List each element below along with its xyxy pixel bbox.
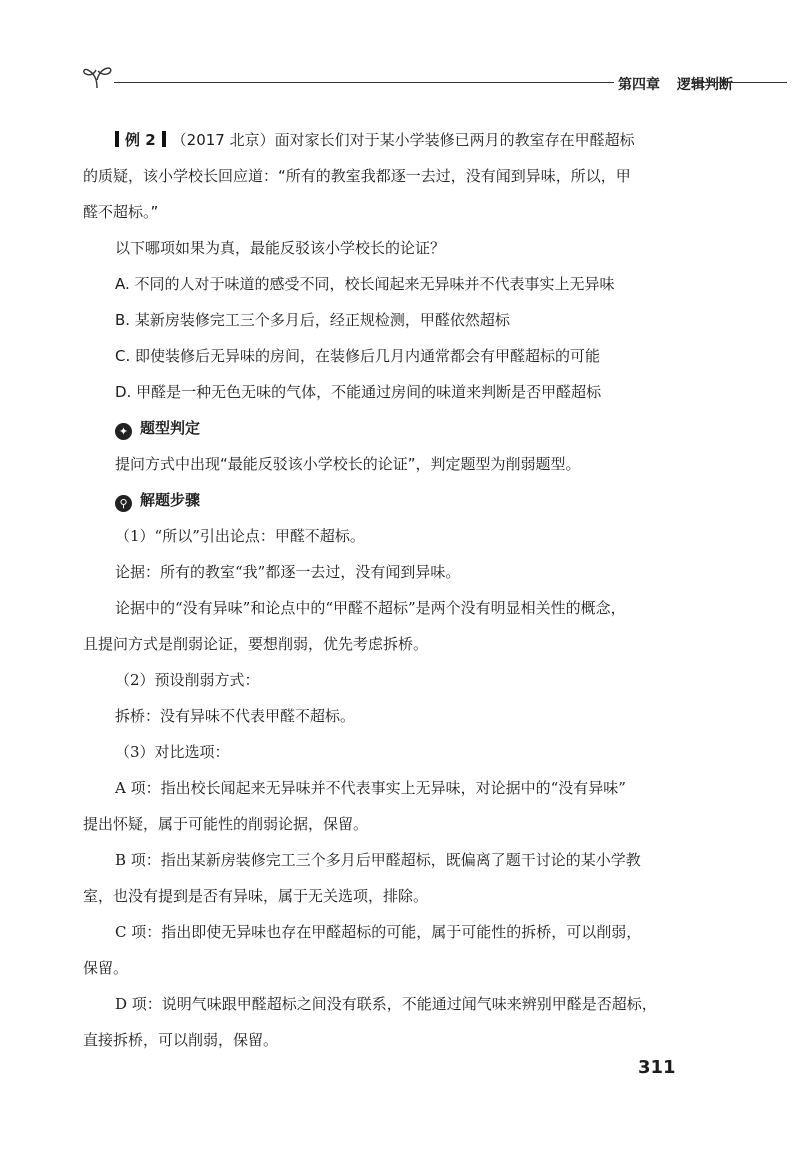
analysis-d-line1: D 项：说明气味跟甲醛超标之间没有联系，不能通过闻气味来辨别甲醛是否超标， [115,995,657,1013]
judgment-title: 题型判定 [140,419,201,437]
compass-icon: ✦ [115,423,132,440]
step1-analysis-line1: 论据中的“没有异味”和论点中的“甲醛不超标”是两个没有明显相关性的概念， [115,599,626,617]
analysis-c-line1: C 项：指出即使无异味也存在甲醛超标的可能，属于可能性的拆桥，可以削弱， [115,923,642,941]
chapter-heading [618,74,733,94]
judgment-text: 提问方式中出现“最能反驳该小学校长的论证”，判定题型为削弱题型。 [115,455,581,473]
steps-heading [115,484,685,516]
option-b: B. 某新房装修完工三个多月后，经正规检测，甲醛依然超标 [115,311,510,329]
judgment-heading [115,412,685,444]
analysis-d-line2: 直接拆桥，可以削弱，保留。 [83,1031,279,1049]
step1-conclusion: （1）“所以”引出论点：甲醛不超标。 [115,527,365,545]
analysis-a-line1: A 项：指出校长闻起来无异味并不代表事实上无异味，对论据中的“没有异味” [115,779,626,797]
example-marker-right [162,131,166,147]
key-icon: ⚲ [115,495,132,512]
option-a: A. 不同的人对于味道的感受不同，校长闻起来无异味并不代表事实上无异味 [115,275,615,293]
example-marker-left [115,131,119,147]
example-source: （2017 北京） [171,131,275,149]
step1-analysis-line2: 且提问方式是削弱论证，要想削弱，优先考虑拆桥。 [83,635,429,653]
header-rule-right [692,82,787,83]
page-content [83,124,685,1060]
option-c: C. 即使装修后无异味的房间，在装修后几月内通常都会有甲醛超标的可能 [115,347,601,365]
example-text-line3: 醛不超标。” [83,203,159,221]
example-label: 例 2 [125,131,156,149]
chapter-title: 逻辑判断 [676,77,733,93]
sprout-icon [80,58,114,92]
step1-premise: 论据：所有的教室“我”都逐一去过，没有闻到异味。 [115,563,461,581]
option-d: D. 甲醛是一种无色无味的气体，不能通过房间的味道来判断是否甲醛超标 [115,383,602,401]
example-prompt: 以下哪项如果为真，最能反驳该小学校长的论证？ [115,239,446,257]
analysis-a-line2: 提出怀疑，属于可能性的削弱论据，保留。 [83,815,369,833]
step2-heading: （2）预设削弱方式： [115,671,260,689]
chapter-number: 第四章 [618,77,660,93]
step3-heading: （3）对比选项： [115,743,230,761]
page-number: 311 [638,1057,676,1078]
analysis-c-line2: 保留。 [83,959,129,977]
page-header [80,58,792,94]
analysis-b-line2: 室，也没有提到是否有异味，属于无关选项，排除。 [83,887,429,905]
steps-title: 解题步骤 [140,491,201,509]
example-question [115,124,685,156]
example-text-line1: 面对家长们对于某小学装修已两月的教室存在甲醛超标 [274,131,635,149]
analysis-b-line1: B 项：指出某新房装修完工三个多月后甲醛超标，既偏离了题干讨论的某小学教 [115,851,641,869]
header-rule-left [114,82,614,83]
step2-text: 拆桥：没有异味不代表甲醛不超标。 [115,707,356,725]
example-text-line2: 的质疑，该小学校长回应道：“所有的教室我都逐一去过，没有闻到异味，所以，甲 [83,167,631,185]
